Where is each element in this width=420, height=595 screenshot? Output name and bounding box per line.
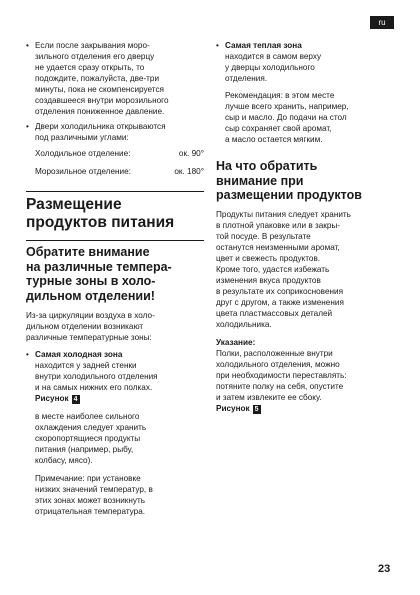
title-line: На что обратить [216, 159, 318, 173]
text-line: сыр сохраняет свой аромат, [225, 124, 332, 133]
title-line: внимание при [216, 173, 304, 188]
text-line: дильном отделении возникают [26, 322, 144, 331]
list-item [216, 40, 392, 84]
text-line: охлаждения следует хранить [35, 423, 147, 432]
text-line: у дверцы холодильного [225, 63, 315, 72]
text-line: изменения вкуса продуктов [216, 275, 321, 285]
recommendation-paragraph [26, 411, 204, 466]
subsection-divider [26, 240, 204, 241]
section-title [216, 159, 392, 203]
figure-label: Рисунок [216, 403, 250, 413]
text-line: Примечание: при установке [35, 474, 141, 483]
recommendation-paragraph [216, 90, 392, 145]
page-number: 23 [378, 563, 391, 575]
figure-ref [35, 393, 204, 404]
bullet-dot: • [26, 350, 29, 359]
body-paragraph [216, 209, 392, 330]
title-line: дильном отделении! [26, 288, 155, 303]
text-line: отделения. [225, 74, 268, 83]
zone-title: Самая холодная зона [35, 350, 123, 359]
list-item [26, 121, 204, 143]
title-line: на различные темпера- [26, 259, 172, 274]
angle-value: ок. 180° [174, 167, 204, 176]
text-line: питания (например, рыбу, [35, 445, 134, 454]
text-line: внутри холодильного отделения [35, 372, 158, 381]
text-line: и затем извлеките ее сбоку. [216, 392, 322, 402]
text-line: потяните полку на себя, опустите [216, 381, 344, 391]
text-line: находится у задней стенки [35, 361, 137, 370]
text-line: Рекомендация: в этом месте [225, 91, 335, 100]
title-line: продуктов питания [26, 214, 175, 231]
title-line: размещении продуктов [216, 188, 362, 202]
text-line: цвет и свежесть продуктов. [216, 253, 321, 263]
text-line: Двери холодильника открываются [35, 122, 166, 131]
angle-row-freezer [26, 166, 204, 177]
title-line: Размещение [26, 196, 122, 213]
text-line: при необходимости переставлять: [216, 370, 347, 380]
text-line: сыр и масло. До подачи на стол [225, 113, 347, 122]
figure-number: 5 [254, 405, 259, 413]
text-line: колбасу, мясо). [35, 456, 93, 465]
angle-row-fridge [26, 148, 204, 159]
text-line: не удается сразу открыть, то [35, 63, 145, 72]
text-line: и на самых нижних его полках. [35, 383, 153, 392]
angle-value: ок. 90° [178, 149, 204, 158]
intro-paragraph [26, 310, 204, 343]
text-line: отделения пониженное давление. [35, 107, 165, 116]
text-line: останутся неизменными аромат, [216, 242, 340, 252]
section-title [26, 196, 204, 232]
subsection-title [26, 245, 204, 303]
list-item [26, 349, 204, 404]
text-line: Кроме того, удастся избежать [216, 264, 330, 274]
language-badge: ru [370, 16, 394, 29]
text-line: холодильника. [216, 319, 272, 329]
text-line: а масло остается мягким. [225, 135, 323, 144]
text-line: лучше всего хранить, например, [225, 102, 349, 111]
text-line: в месте наиболее сильного [35, 412, 140, 421]
text-line: той посуде. В результате [216, 231, 311, 241]
text-line: отрицательная температура. [35, 507, 146, 516]
text-line: скоропортящиеся продукты [35, 434, 141, 443]
text-line: минуты, пока не скомпенсируется [35, 85, 164, 94]
text-line: Полки, расположенные внутри [216, 348, 333, 358]
left-column [26, 40, 204, 524]
text-line: цвета пластмассовых деталей [216, 308, 333, 318]
text-line: низких значений температур, в [35, 485, 153, 494]
text-line: холодильного отделения, можно [216, 359, 340, 369]
text-line: в плотной упаковке или в закры- [216, 220, 341, 230]
text-line: этих зонах может возникнуть [35, 496, 146, 505]
text-line: под различными углами: [35, 133, 129, 142]
section-divider [26, 191, 204, 192]
text-line: Продукты питания следует хранить [216, 209, 351, 219]
text-line: зильного отделения его дверцу [35, 52, 155, 61]
figure-label: Рисунок [35, 394, 69, 403]
bullet-dot: • [26, 41, 29, 50]
zone-title: Самая теплая зона [225, 41, 302, 50]
title-line: Обратите внимание [26, 245, 150, 259]
text-line: друг с другом, а также изменения [216, 297, 344, 307]
text-line: Из-за циркуляции воздуха в холо- [26, 311, 155, 320]
text-line: находится в самом верху [225, 52, 322, 61]
right-column [216, 40, 392, 414]
text-line: подождите, пожалуйста, две-три [35, 74, 160, 83]
hint-block [216, 337, 392, 414]
note-paragraph [26, 473, 204, 517]
bullet-dot: • [26, 122, 29, 131]
bullet-dot: • [216, 41, 219, 50]
text-line: в результате их соприкосновения [216, 286, 344, 296]
text-line: Если после закрывания моро- [35, 41, 150, 50]
title-line: турные зоны в холо- [26, 274, 156, 288]
figure-ref [216, 403, 392, 414]
angle-label: Морозильное отделение: [35, 167, 131, 176]
text-line: различные температурные зоны: [26, 333, 152, 342]
text-line: создавшееся внутри морозильного [35, 96, 169, 105]
hint-title: Указание: [216, 337, 256, 347]
angle-label: Холодильное отделение: [35, 149, 131, 158]
figure-number: 4 [73, 396, 78, 403]
list-item [26, 40, 204, 117]
